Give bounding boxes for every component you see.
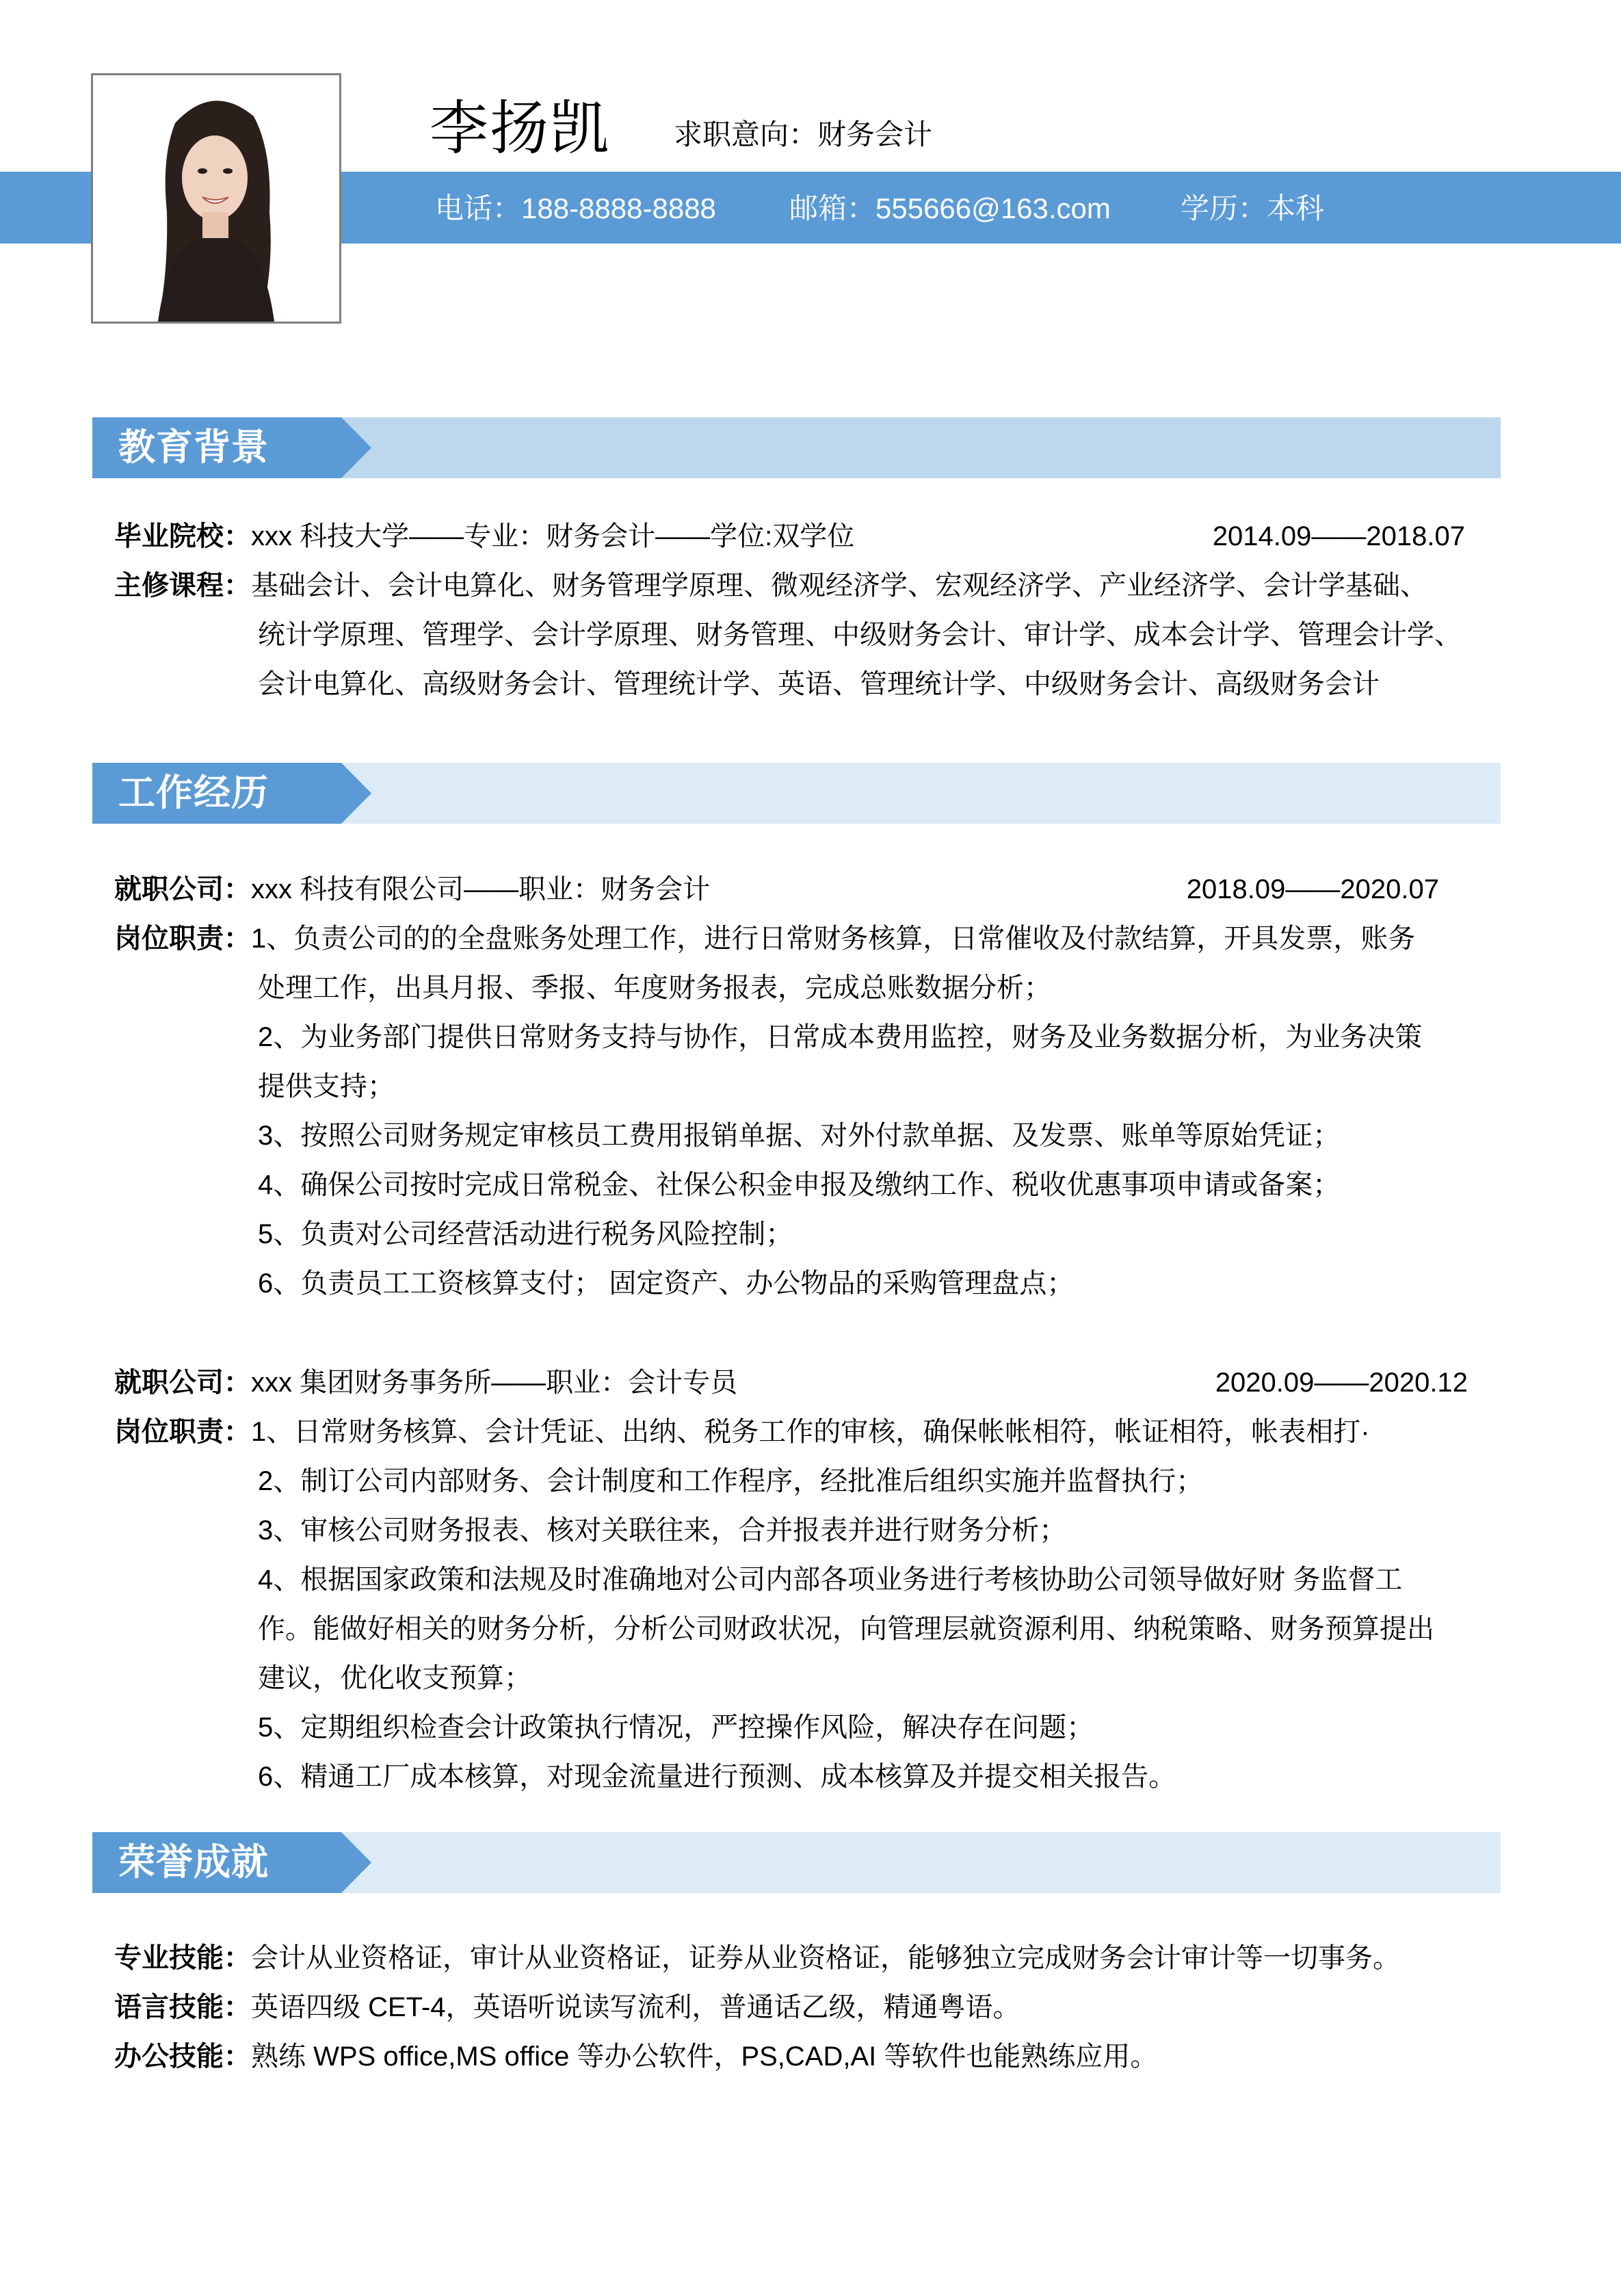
education-courses-row [114, 561, 1427, 610]
field-label: 主修课程： [114, 571, 251, 601]
duty-line: 1、日常财务核算、会计凭证、出纳、税务工作的审核，确保帐帐相符，帐证相符，帐表相打· [251, 1417, 1370, 1447]
field-value: xxx 科技有限公司——职业：财务会计 [251, 874, 711, 904]
duty-line: 2、制订公司内部财务、会计制度和工作程序，经批准后组织实施并监督执行； [258, 1466, 1204, 1496]
section-title: 工作经历 [118, 772, 269, 813]
field-value: 基础会计、会计电算化、财务管理学原理、微观经济学、宏观经济学、产业经济学、会计学基础、 [251, 571, 1427, 601]
duty-line: 3、按照公司财务规定审核员工费用报销单据、对外付款单据、及发票、账单等原始凭证； [258, 1121, 1341, 1151]
field-value: 英语四级 CET-4，英语听说读写流利，普通话乙级，精通粤语。 [251, 1992, 1020, 2022]
duty-line: 6、精通工厂成本核算，对现金流量进行预测、成本核算及并提交相关报告。 [258, 1762, 1176, 1792]
candidate-name: 李扬凯 [430, 96, 610, 161]
section-header-work [92, 763, 1501, 824]
honor-row-professional [114, 1933, 1400, 1983]
job-date: 2018.09——2020.07 [1186, 874, 1439, 904]
education-date: 2014.09——2018.07 [1212, 521, 1465, 551]
job-date: 2020.09——2020.12 [1215, 1368, 1468, 1398]
duty-line: 作。能做好相关的财务分析，分析公司财政状况，向管理层就资源利用、纳税策略、财务预算提出 [258, 1614, 1434, 1644]
section-header-education [92, 417, 1501, 478]
contact-email: 邮箱：555666@163.com [789, 192, 1111, 224]
field-label: 就职公司： [114, 874, 251, 904]
field-label: 办公技能： [114, 2041, 251, 2072]
job-company-row [114, 1358, 737, 1407]
field-label: 就职公司： [114, 1368, 251, 1398]
field-value: xxx 集团财务事务所——职业：会计专员 [251, 1368, 738, 1398]
courses-line: 统计学原理、管理学、会计学原理、财务管理、中级财务会计、审计学、成本会计学、管理会计学、 [258, 620, 1462, 650]
section-header-honors [92, 1832, 1501, 1893]
contact-phone: 电话：188-8888-8888 [435, 192, 716, 224]
duty-line: 建议，优化收支预算； [258, 1663, 531, 1693]
job-duty-row [114, 1407, 1370, 1457]
duty-line: 6、负责员工工资核算支付； 固定资产、办公物品的采购管理盘点； [258, 1268, 1075, 1299]
job-duty-row [114, 914, 1415, 963]
duty-line: 提供支持； [258, 1071, 395, 1101]
field-value: 会计从业资格证，审计从业资格证，证券从业资格证，能够独立完成财务会计审计等一切事务。 [251, 1943, 1400, 1973]
duty-line: 4、根据国家政策和法规及时准确地对公司内部各项业务进行考核协助公司领导做好财 务监督工 [258, 1565, 1403, 1595]
section-title: 荣誉成就 [118, 1842, 269, 1883]
education-school-row [114, 512, 854, 561]
avatar-photo [91, 73, 341, 324]
field-value: xxx 科技大学——专业：财务会计——学位:双学位 [251, 521, 855, 551]
duty-line: 处理工作，出具月报、季报、年度财务报表，完成总账数据分析； [258, 973, 1051, 1003]
field-label: 毕业院校： [114, 521, 251, 551]
field-label: 语言技能： [114, 1992, 251, 2022]
contact-education: 学历：本科 [1181, 192, 1325, 224]
duty-line: 2、为业务部门提供日常财务支持与协作，日常成本费用监控，财务及业务数据分析，为业务决策 [258, 1022, 1423, 1052]
honor-row-office [114, 2032, 1157, 2081]
duty-line: 3、审核公司财务报表、核对关联往来，合并报表并进行财务分析； [258, 1515, 1067, 1545]
duty-line: 1、负责公司的的全盘账务处理工作，进行日常财务核算，日常催收及付款结算，开具发票，账务 [251, 924, 1416, 954]
section-title: 教育背景 [118, 427, 269, 468]
field-label: 专业技能： [114, 1943, 251, 1973]
job-company-row [114, 865, 710, 914]
duty-line: 5、定期组织检查会计政策执行情况，严控操作风险，解决存在问题； [258, 1712, 1094, 1743]
portrait-icon [93, 75, 339, 322]
job-intent: 求职意向：财务会计 [674, 118, 933, 151]
field-label: 岗位职责： [114, 1417, 251, 1447]
courses-line: 会计电算化、高级财务会计、管理统计学、英语、管理统计学、中级财务会计、高级财务会计 [258, 669, 1380, 699]
field-value: 熟练 WPS office,MS office 等办公软件，PS,CAD,AI 等软件也能熟练应用。 [251, 2041, 1158, 2072]
duty-line: 4、确保公司按时完成日常税金、社保公积金申报及缴纳工作、税收优惠事项申请或备案； [258, 1170, 1341, 1200]
duty-line: 5、负责对公司经营活动进行税务风险控制； [258, 1219, 793, 1249]
field-label: 岗位职责： [114, 924, 251, 954]
honor-row-language [114, 1983, 1020, 2032]
